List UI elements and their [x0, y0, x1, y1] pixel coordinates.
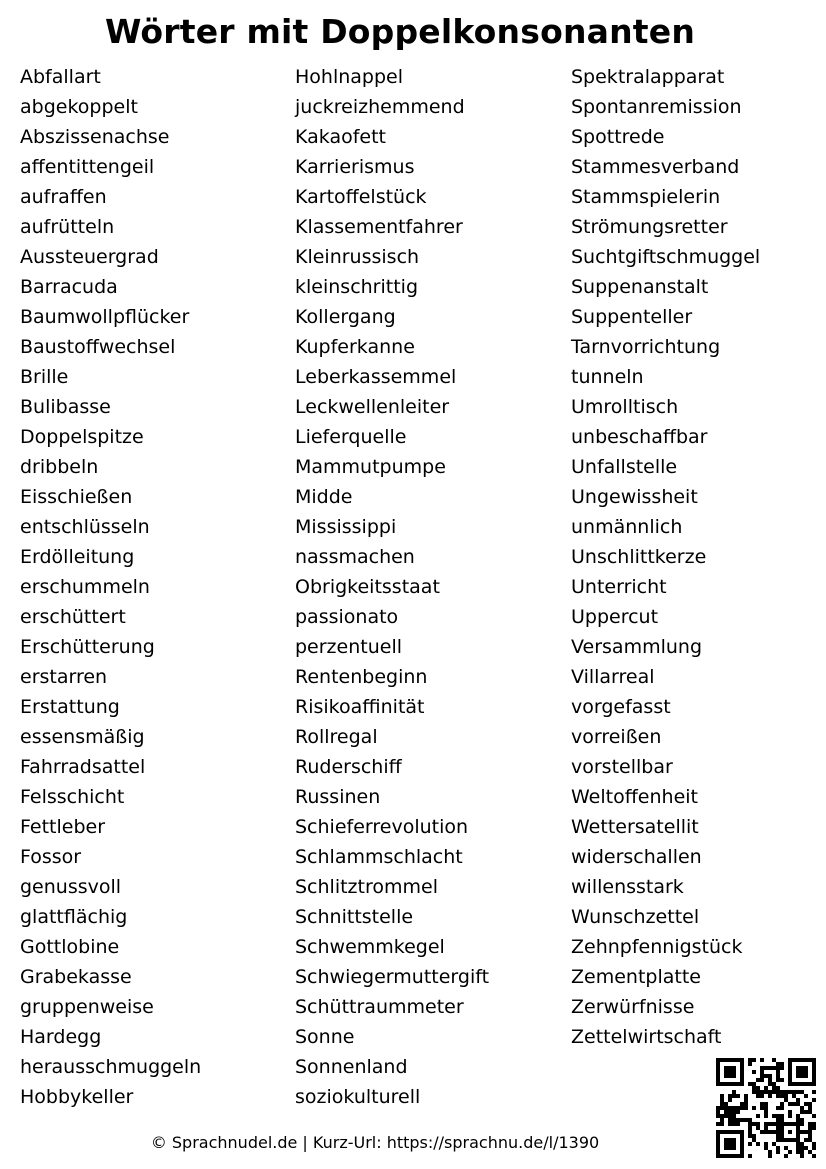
word-item: Kleinrussisch	[295, 246, 420, 268]
word-item: Rollregal	[295, 726, 378, 748]
word-item: Wettersatellit	[571, 816, 699, 838]
word-item: dribbeln	[20, 456, 99, 478]
word-item: Brille	[20, 366, 69, 388]
word-item: Unfallstelle	[571, 456, 678, 478]
word-item: Suppenanstalt	[571, 276, 709, 298]
word-item: aufrütteln	[20, 216, 115, 238]
word-item: Umrolltisch	[571, 396, 679, 418]
word-item: Stammspielerin	[571, 186, 721, 208]
word-item: Villarreal	[571, 666, 655, 688]
word-item: Suppenteller	[571, 306, 693, 328]
word-item: Kakaofett	[295, 126, 386, 148]
word-item: gruppenweise	[20, 996, 154, 1018]
word-item: Kartoffelstück	[295, 186, 427, 208]
word-item: Hardegg	[20, 1026, 102, 1048]
word-item: Ungewissheit	[571, 486, 698, 508]
word-item: unmännlich	[571, 516, 683, 538]
word-item: genussvoll	[20, 876, 122, 898]
word-item: widerschallen	[571, 846, 702, 868]
word-item: Hohlnappel	[295, 66, 404, 88]
word-item: Schwemmkegel	[295, 936, 445, 958]
word-item: Ruderschiff	[295, 756, 402, 778]
word-item: Russinen	[295, 786, 381, 808]
word-item: unbeschaffbar	[571, 426, 708, 448]
word-item: Zehnpfennigstück	[571, 936, 743, 958]
word-item: Zettelwirtschaft	[571, 1026, 722, 1048]
word-item: erschummeln	[20, 576, 150, 598]
word-item: Fahrradsattel	[20, 756, 146, 778]
word-item: Schnittstelle	[295, 906, 414, 928]
word-item: vorreißen	[571, 726, 662, 748]
word-item: Lieferquelle	[295, 426, 407, 448]
word-item: kleinschrittig	[295, 276, 419, 298]
word-item: Aussteuergrad	[20, 246, 159, 268]
word-item: essensmäßig	[20, 726, 145, 748]
word-item: Abfallart	[20, 66, 101, 88]
word-item: abgekoppelt	[20, 96, 138, 118]
word-item: erschüttert	[20, 606, 126, 628]
word-item: Bulibasse	[20, 396, 111, 418]
word-item: Fossor	[20, 846, 82, 868]
word-item: herausschmuggeln	[20, 1056, 202, 1078]
word-item: Tarnvorrichtung	[571, 336, 721, 358]
word-item: juckreizhemmend	[295, 96, 465, 118]
word-item: Erstattung	[20, 696, 120, 718]
word-item: Gottlobine	[20, 936, 120, 958]
word-item: Grabekasse	[20, 966, 132, 988]
word-item: Unterricht	[571, 576, 667, 598]
word-item: tunneln	[571, 366, 644, 388]
word-item: Fettleber	[20, 816, 106, 838]
word-item: soziokulturell	[295, 1086, 421, 1108]
page-title: Wörter mit Doppelkonsonanten	[104, 12, 696, 51]
word-item: Schieferrevolution	[295, 816, 469, 838]
word-item: Schlitztrommel	[295, 876, 438, 898]
word-item: Suchtgiftschmuggel	[571, 246, 761, 268]
word-item: entschlüsseln	[20, 516, 150, 538]
qr-code-icon	[716, 1058, 816, 1158]
word-item: Sonnenland	[295, 1056, 408, 1078]
word-item: vorstellbar	[571, 756, 673, 778]
word-item: Rentenbeginn	[295, 666, 428, 688]
word-item: Leckwellenleiter	[295, 396, 450, 418]
word-item: Doppelspitze	[20, 426, 144, 448]
word-item: Hobbykeller	[20, 1086, 134, 1108]
word-item: Erdölleitung	[20, 546, 135, 568]
word-item: Risikoaffinität	[295, 696, 425, 718]
word-item: Schlammschlacht	[295, 846, 463, 868]
word-item: Mississippi	[295, 516, 397, 538]
word-column-2	[295, 62, 489, 1112]
word-item: Weltoffenheit	[571, 786, 698, 808]
footer-credit: © Sprachnudel.de | Kurz-Url: https://sprachnu.de/l/1390	[150, 1133, 600, 1152]
word-column-1	[20, 62, 201, 1112]
word-item: Zerwürfnisse	[571, 996, 695, 1018]
word-item: Eisschießen	[20, 486, 133, 508]
word-item: Baumwollpflücker	[20, 306, 190, 328]
word-item: Schwiegermuttergift	[295, 966, 490, 988]
word-item: Abszissenachse	[20, 126, 170, 148]
word-item: Kollergang	[295, 306, 396, 328]
word-item: aufraffen	[20, 186, 107, 208]
word-item: Spektralapparat	[571, 66, 725, 88]
word-item: Unschlittkerze	[571, 546, 707, 568]
word-item: affentittengeil	[20, 156, 155, 178]
word-item: Spontanremission	[571, 96, 742, 118]
word-item: passionato	[295, 606, 399, 628]
word-item: Kupferkanne	[295, 336, 415, 358]
word-item: Karrierismus	[295, 156, 415, 178]
word-item: Stammesverband	[571, 156, 740, 178]
word-item: glattflächig	[20, 906, 128, 928]
word-item: Leberkassemmel	[295, 366, 457, 388]
word-item: Schüttraummeter	[295, 996, 464, 1018]
word-item: Klassementfahrer	[295, 216, 463, 238]
word-item: Zementplatte	[571, 966, 701, 988]
word-item: Baustoffwechsel	[20, 336, 176, 358]
word-item: Midde	[295, 486, 353, 508]
word-item: Uppercut	[571, 606, 659, 628]
word-item: Sonne	[295, 1026, 355, 1048]
word-item: Erschütterung	[20, 636, 155, 658]
word-item: nassmachen	[295, 546, 415, 568]
word-item: Mammutpumpe	[295, 456, 446, 478]
word-item: Obrigkeitsstaat	[295, 576, 440, 598]
word-item: Wunschzettel	[571, 906, 700, 928]
word-item: Felsschicht	[20, 786, 125, 808]
word-item: erstarren	[20, 666, 108, 688]
word-item: Barracuda	[20, 276, 118, 298]
word-column-3	[571, 62, 760, 1052]
word-item: Spottrede	[571, 126, 665, 148]
word-item: vorgefasst	[571, 696, 671, 718]
word-item: perzentuell	[295, 636, 403, 658]
word-item: Strömungsretter	[571, 216, 728, 238]
word-item: willensstark	[571, 876, 684, 898]
word-item: Versammlung	[571, 636, 703, 658]
